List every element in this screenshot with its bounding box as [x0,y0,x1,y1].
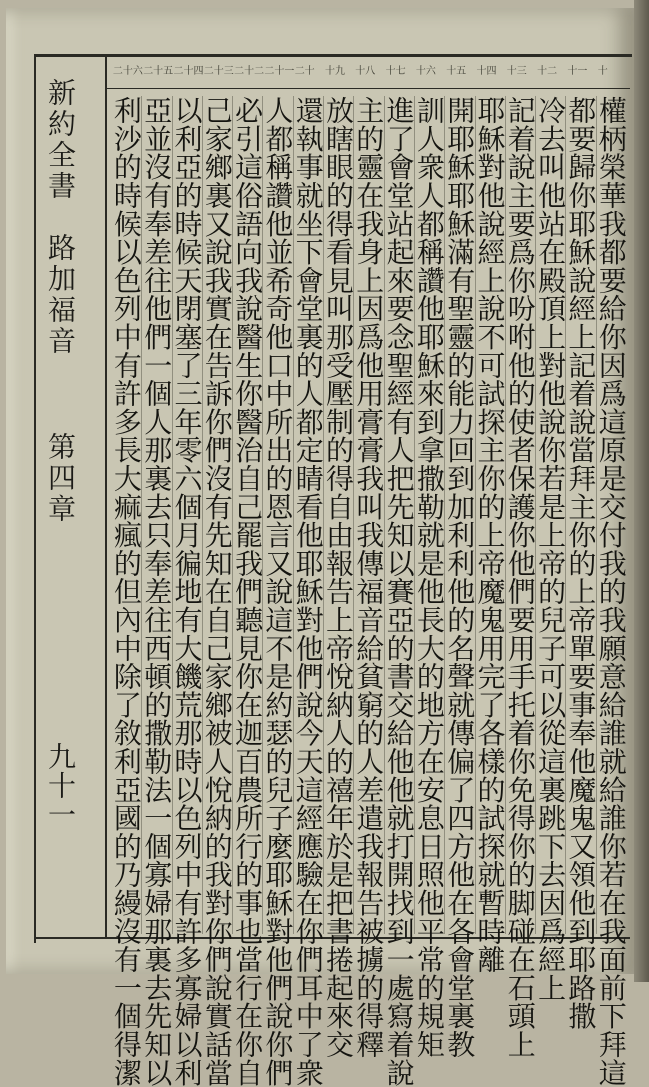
column-rule [475,96,476,934]
column-rule [172,96,173,934]
text-column: 訓人衆人都稱讚他耶穌來到拿撒勒就是他長大的地方在安息日照他平常的規矩 [412,96,446,1059]
text-column: 開耶穌耶穌滿有聖靈的能力回到加利利他的名聲就傳偏了四方他在各會堂裏教 [443,96,477,1059]
scripture-body [109,96,628,1087]
verse-number: 十三 [506,66,527,77]
verse-number: 十二 [537,66,558,77]
book-title: 新約全書 路加福音 [44,78,77,357]
column-rule [323,96,324,934]
text-column: 冷去叫他站在殿頂上對他說你若是上帝的兒子可以從這裏跳下去因爲經上 [534,96,568,1002]
verse-number: 二十一 [264,66,295,77]
text-column: 耶穌對他說經上說不可試探主你的上帝魔鬼用完了各樣的試探就暫時離 [473,96,507,974]
verse-number: 十九 [325,66,345,77]
verse-number: 二十 [294,66,315,77]
verse-number: 二十二 [234,66,265,77]
text-column: 利沙的時候以色列中有許多長大痲瘋的但內中除了敘利亞國的乃縵沒有一個得潔 [109,96,143,1087]
column-rule [444,96,445,934]
text-column: 己家鄉裏又說我實在告訴你們沒有先知在自己家鄉被人悅納的我對你們說實話當 [200,96,234,1087]
page-number: 九十一 [44,742,77,829]
column-rule [384,96,385,934]
verse-number: 二十六 [112,66,143,77]
column-rule [293,96,294,934]
column-rule [565,96,566,934]
verse-number: 十 [597,66,608,77]
verse-number: 二十三 [203,66,234,77]
column-rule [505,96,506,934]
verse-number: 十八 [355,66,376,77]
column-rule [141,96,142,934]
column-rule [353,96,354,934]
verse-number: 二十四 [173,66,204,77]
verse-number: 十一 [567,66,588,77]
column-rule [414,96,415,934]
column-rule [232,96,233,934]
verse-index-divider [107,88,630,89]
verse-number: 二十五 [143,66,174,77]
text-column: 還執事就坐下會堂裏的人都定睛看他耶穌對他們說今天這經應驗在你們耳中了衆 [291,96,325,1087]
chapter-label: 第四章 [44,432,77,525]
text-column: 都要歸你耶穌說經上記着說當拜主你的上帝單要事奉他魔鬼又領他到耶路撒 [564,96,598,1030]
text-column: 權柄榮華我都要給你因爲這原是交付我的我願意給誰就給誰你若在我面前下拜這 [594,96,628,1087]
text-column: 人都稱讚他並希奇他口中所出的恩言又說這不是約瑟的兒子麼耶穌對他們說你們 [261,96,295,1087]
text-column: 放瞎眼的得看見叫那受壓制的得自由報告上帝悅納人的禧年於是把書捲起來交 [322,96,355,1059]
verse-index-row [114,62,624,82]
verse-number: 十六 [415,66,436,77]
text-column: 記着說主要爲你吩咐他的使者保護你他們要用手托着你免得你的脚碰在石頭上 [503,96,537,1059]
text-column: 主的靈在我身上因爲他用膏膏我叫我傳福音給貧窮的人差遣我報告被擄的得釋 [352,96,386,1059]
verse-number: 十四 [476,66,497,77]
column-rule [596,96,597,934]
verse-number: 十七 [385,66,406,77]
text-column: 必引這俗語向我說醫生你醫治自己罷我們聽見你在迦百農所行的事也當行在你自 [231,96,265,1087]
margin-divider [105,57,107,937]
text-column: 進了會堂站起來要念聖經有人把先知以賽亞的書交給他他就打開找到一處寫着說 [382,96,416,1087]
verse-number: 十五 [446,66,467,77]
column-rule [262,96,263,934]
column-rule [202,96,203,934]
text-column: 以利亞的時候天閉塞了三年零六個月徧地有大饑荒那時以色列中有許多寡婦以利 [170,96,204,1087]
text-column: 亞並沒有奉差往他們一個人那裏去只奉差往西頓的撒勒法一個寡婦那裏去先知以 [140,96,174,1087]
book-spine [634,0,649,982]
column-rule [535,96,536,934]
